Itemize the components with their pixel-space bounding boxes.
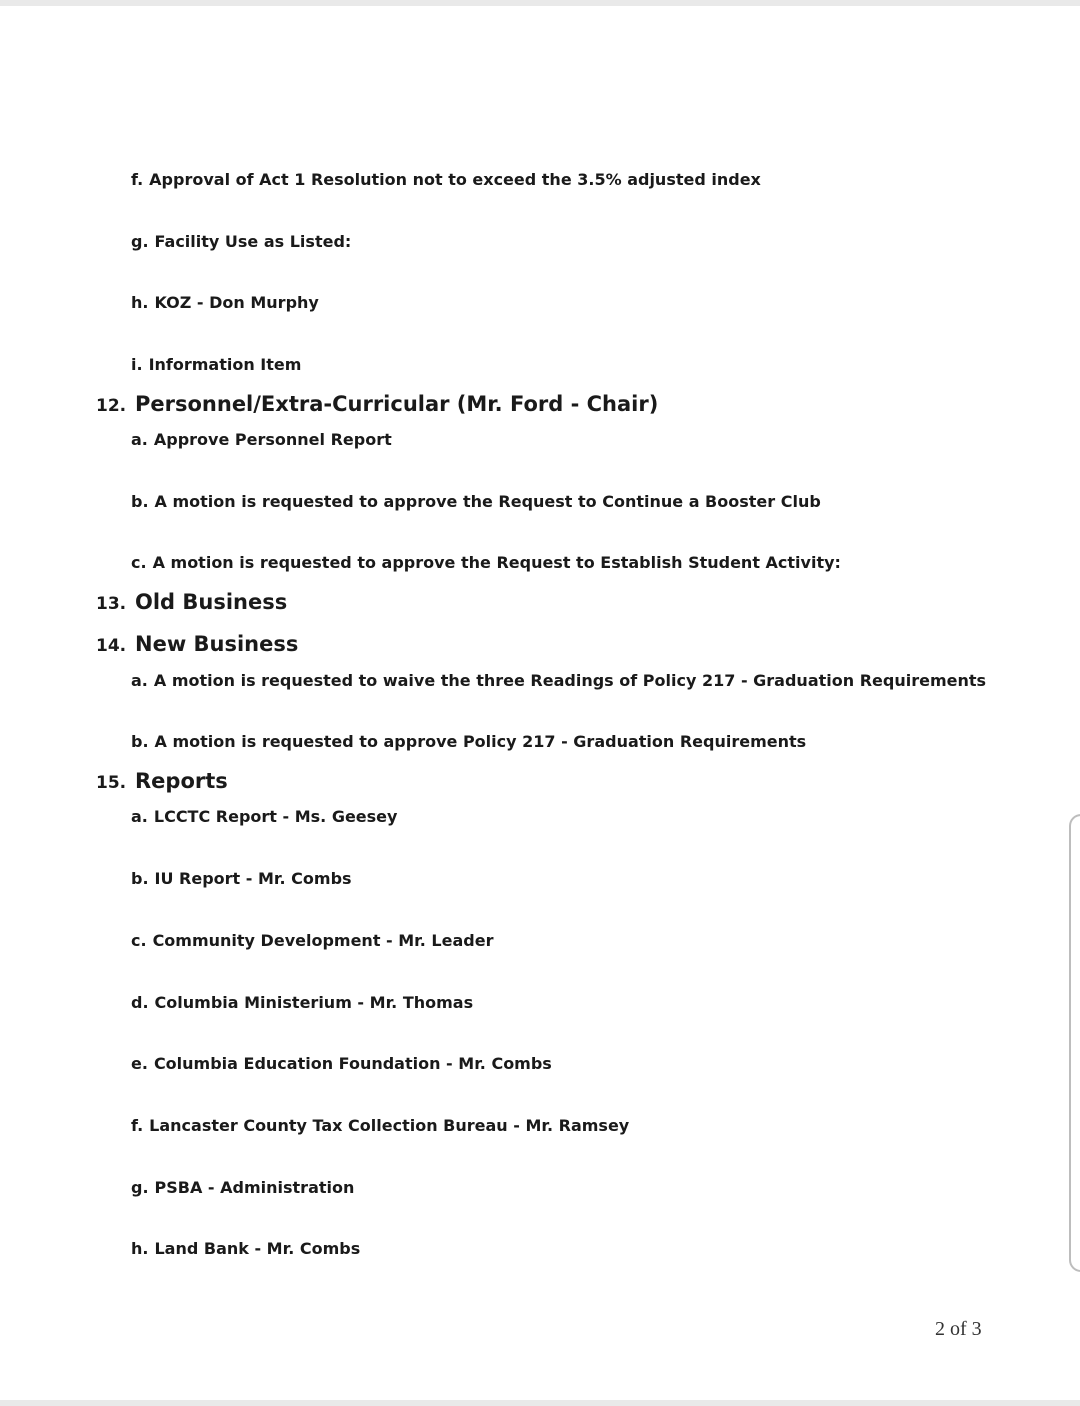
- page-bottom-edge: [0, 1400, 1080, 1406]
- agenda-item: c. Community Development - Mr. Leader: [131, 931, 494, 950]
- section-heading-reports: 15. Reports: [96, 769, 228, 793]
- agenda-item: f. Lancaster County Tax Collection Bureau - Mr. Ramsey: [131, 1116, 630, 1135]
- agenda-item: g. PSBA - Administration: [131, 1178, 355, 1197]
- agenda-item: a. Approve Personnel Report: [131, 430, 392, 449]
- scroll-handle[interactable]: [1069, 814, 1080, 1272]
- agenda-item: c. A motion is requested to approve the Request to Establish Student Activity:: [131, 553, 841, 572]
- page-top-edge: [0, 0, 1080, 6]
- section-heading-personnel: 12. Personnel/Extra-Curricular (Mr. Ford - Chair): [96, 392, 659, 416]
- agenda-item: i. Information Item: [131, 355, 302, 374]
- agenda-item: b. A motion is requested to approve Policy 217 - Graduation Requirements: [131, 732, 807, 751]
- agenda-item: b. IU Report - Mr. Combs: [131, 869, 352, 888]
- section-heading-old-business: 13. Old Business: [96, 590, 288, 614]
- agenda-item: h. KOZ - Don Murphy: [131, 293, 319, 312]
- section-heading-new-business: 14. New Business: [96, 632, 299, 656]
- agenda-item: b. A motion is requested to approve the Request to Continue a Booster Club: [131, 492, 821, 511]
- agenda-item: a. LCCTC Report - Ms. Geesey: [131, 807, 398, 826]
- agenda-item: g. Facility Use as Listed:: [131, 232, 352, 251]
- agenda-item: f. Approval of Act 1 Resolution not to exceed the 3.5% adjusted index: [131, 170, 761, 189]
- page-number: 2 of 3: [935, 1318, 982, 1340]
- agenda-item: a. A motion is requested to waive the three Readings of Policy 217 - Graduation Requirements: [131, 671, 987, 690]
- agenda-item: d. Columbia Ministerium - Mr. Thomas: [131, 993, 474, 1012]
- agenda-item: e. Columbia Education Foundation - Mr. Combs: [131, 1054, 552, 1073]
- agenda-item: h. Land Bank - Mr. Combs: [131, 1239, 361, 1258]
